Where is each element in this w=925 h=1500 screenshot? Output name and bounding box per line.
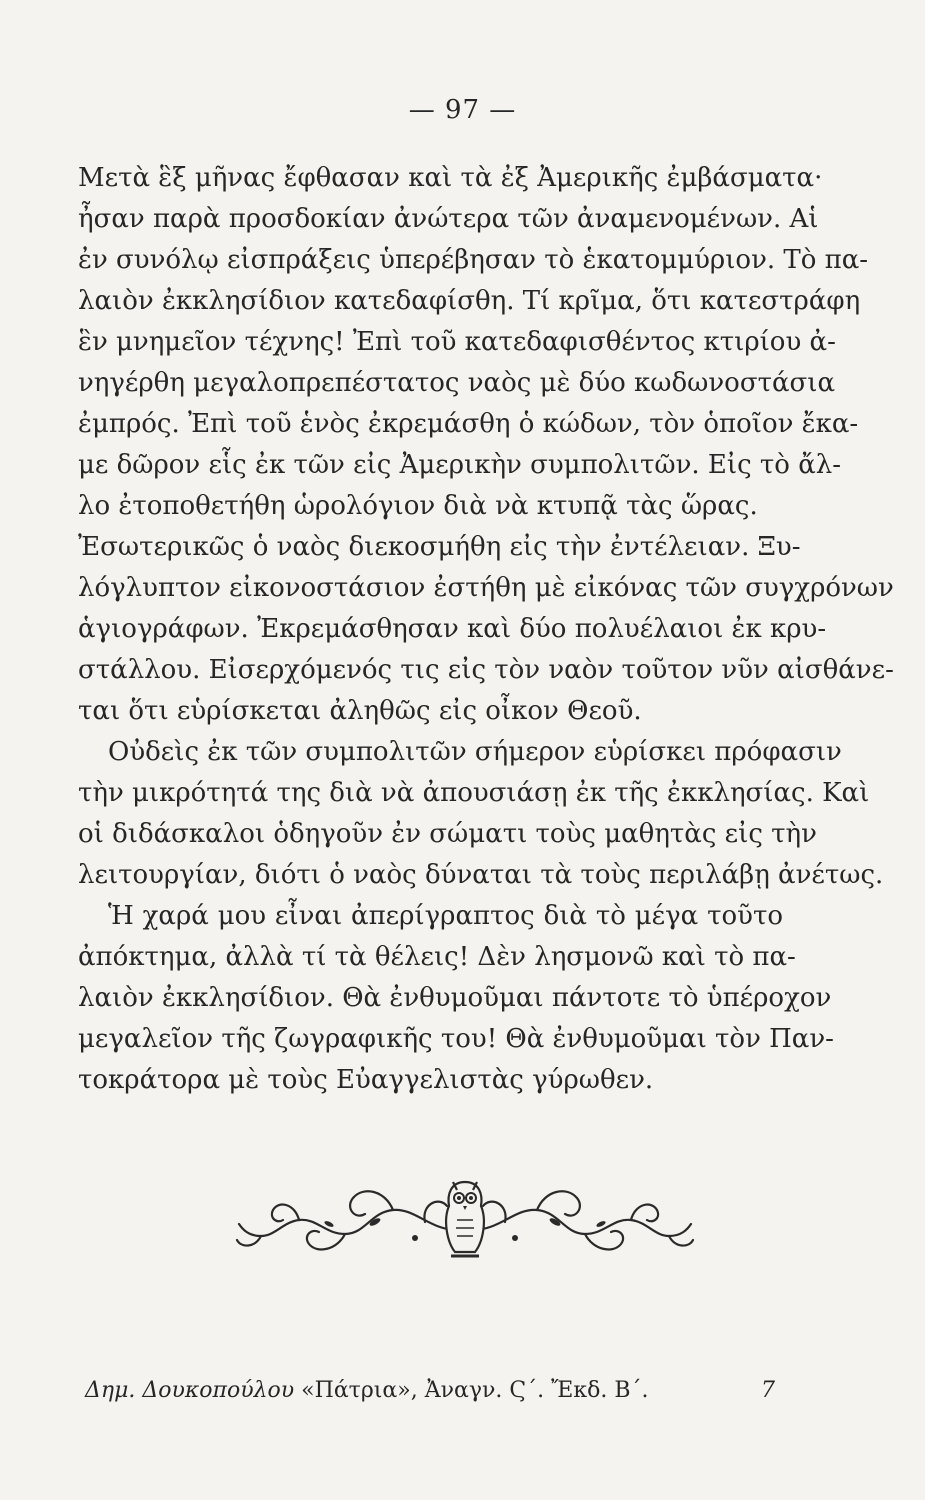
text-line: ἦσαν παρὰ προσδοκίαν ἀνώτερα τῶν ἀναμενομένων. Αἱ xyxy=(78,204,819,234)
text-line: λαιὸν ἐκκλησίδιον. Θὰ ἐνθυμοῦμαι πάντοτε τὸ ὑπέροχον xyxy=(78,983,832,1013)
text-line: λο ἐτοποθετήθη ὡρολόγιον διὰ νὰ κτυπᾷ τὰς ὥρας. xyxy=(78,491,758,521)
owl-scroll-ornament xyxy=(225,1160,705,1280)
text-line: στάλλου. Εἰσερχόμενός τις εἰς τὸν ναὸν τοῦτον νῦν αἰσθάνε- xyxy=(78,655,894,685)
text-line: ἐν συνόλῳ εἰσπράξεις ὑπερέβησαν τὸ ἑκατομμύριον. Τὸ πα- xyxy=(78,245,869,275)
text-line: μεγαλεῖον τῆς ζωγραφικῆς του! Θὰ ἐνθυμοῦμαι τὸν Παν- xyxy=(78,1024,834,1054)
text-line: νηγέρθη μεγαλοπρεπέστατος ναὸς μὲ δύο κωδωνοστάσια xyxy=(78,368,836,398)
text-line: ἀπόκτημα, ἀλλὰ τί τὰ θέλεις! Δὲν λησμονῶ καὶ τὸ πα- xyxy=(78,942,796,972)
text-line: Ἡ χαρά μου εἶναι ἀπερίγραπτος διὰ τὸ μέγα τοῦτο xyxy=(108,901,783,931)
text-line: ἐμπρός. Ἐπὶ τοῦ ἑνὸς ἐκρεμάσθη ὁ κώδων, τὸν ὁποῖον ἔκα- xyxy=(78,409,859,439)
body-text xyxy=(78,158,894,1101)
page-footer xyxy=(85,1378,775,1403)
text-line: ἓν μνημεῖον τέχνης! Ἐπὶ τοῦ κατεδαφισθέντος κτιρίου ἀ- xyxy=(78,327,836,357)
text-line: τὴν μικρότητά της διὰ νὰ ἀπουσιάσῃ ἐκ τῆς ἐκκλησίας. Καὶ xyxy=(78,778,870,808)
footer-author: Δημ. Δουκοπούλου xyxy=(85,1378,295,1403)
text-line: Οὐδεὶς ἐκ τῶν συμπολιτῶν σήμερον εὑρίσκει πρόφασιν xyxy=(108,737,842,767)
text-line: Ἐσωτερικῶς ὁ ναὸς διεκοσμήθη εἰς τὴν ἐντέλειαν. Ξυ- xyxy=(78,532,801,562)
text-line: λαιὸν ἐκκλησίδιον κατεδαφίσθη. Τί κρῖμα, ὅτι κατεστράφη xyxy=(78,286,861,316)
owl-icon xyxy=(446,1182,484,1256)
text-line: Μετὰ ἓξ μῆνας ἔφθασαν καὶ τὰ ἐξ Ἀμερικῆς ἐμβάσματα· xyxy=(78,163,823,193)
footer-publication: «Πάτρια», Ἀναγν. Ϛ΄. Ἔκδ. Β΄. xyxy=(301,1378,649,1403)
signature-mark: 7 xyxy=(761,1378,775,1403)
text-line: ἁγιογράφων. Ἐκρεμάσθησαν καὶ δύο πολυέλαιοι ἐκ κρυ- xyxy=(78,614,827,644)
text-line: τοκράτορα μὲ τοὺς Εὐαγγελιστὰς γύρωθεν. xyxy=(78,1065,654,1095)
footer-source xyxy=(85,1378,648,1403)
page-number: — 97 — xyxy=(408,95,517,125)
text-line: λόγλυπτον εἰκονοστάσιον ἐστήθη μὲ εἰκόνας τῶν συγχρόνων xyxy=(78,573,894,603)
text-line: λειτουργίαν, διότι ὁ ναὸς δύναται τὰ τοὺς περιλάβῃ ἀνέτως. xyxy=(78,860,884,890)
text-line: με δῶρον εἷς ἐκ τῶν εἰς Ἀμερικὴν συμπολιτῶν. Εἰς τὸ ἄλ- xyxy=(78,450,842,480)
text-line: ται ὅτι εὑρίσκεται ἀληθῶς εἰς οἶκον Θεοῦ. xyxy=(78,696,642,726)
text-line: οἱ διδάσκαλοι ὁδηγοῦν ἐν σώματι τοὺς μαθητὰς εἰς τὴν xyxy=(78,819,817,849)
